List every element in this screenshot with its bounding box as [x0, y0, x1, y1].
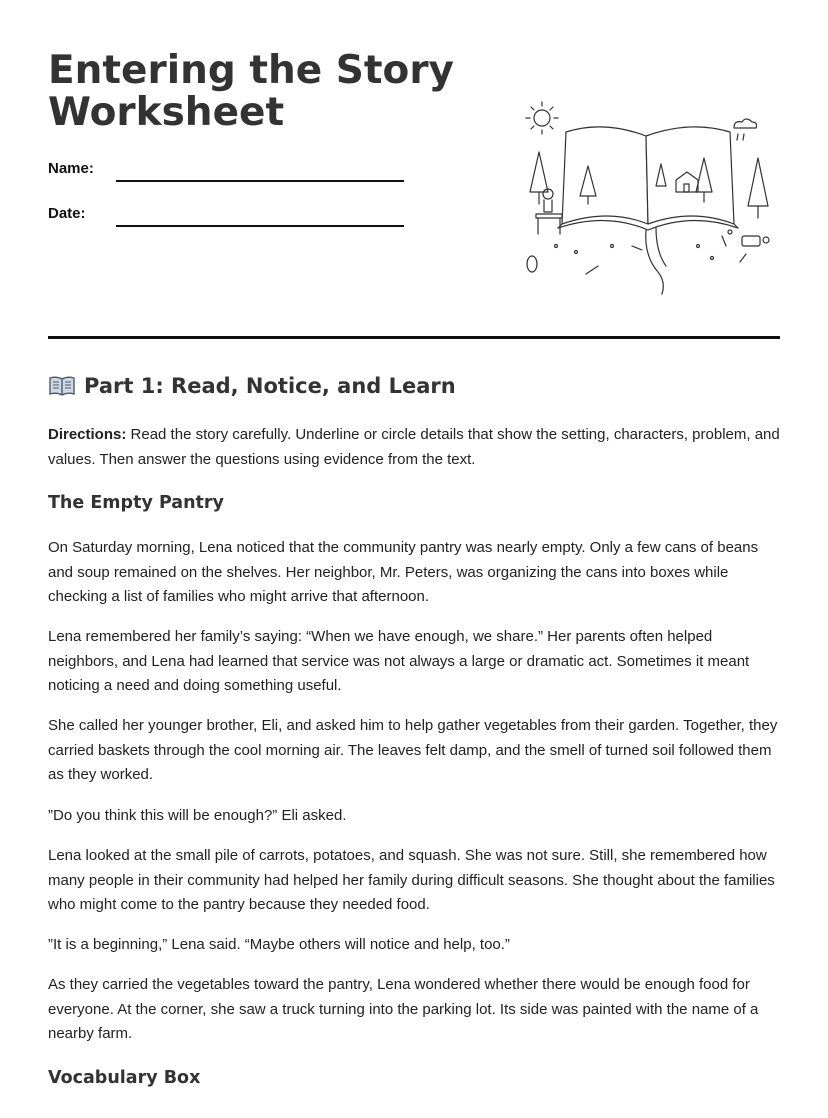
story-paragraph: On Saturday morning, Lena noticed that the community pantry was nearly empty. Only a few cans of beans and soup remained on the shelves. Her neighbor, Mr. Peters, was organizing the cans into boxes while checking a list of families who might arrive that afternoon.	[48, 539, 759, 605]
story-title: The Empty Pantry	[48, 493, 224, 513]
directions-label: Directions:	[48, 426, 127, 443]
vocabulary-heading: Vocabulary Box	[48, 1068, 201, 1088]
story-paragraph: ”It is a beginning,” Lena said. “Maybe others will notice and help, too.”	[48, 936, 510, 953]
date-blank-line[interactable]	[116, 225, 404, 227]
directions-text	[48, 423, 780, 472]
sun-icon	[526, 102, 558, 134]
title-line-1: Entering the Story	[48, 48, 454, 93]
part-1-heading	[48, 374, 456, 398]
title-line-2: Worksheet	[48, 90, 285, 135]
story-paragraph: She called her younger brother, Eli, and asked him to help gather vegetables from their garden. Together, they carried baskets through the cool morning air. The leaves felt damp, and the smell of turned soil followed them as they worked.	[48, 717, 778, 783]
part-1-heading-text: Part 1: Read, Notice, and Learn	[84, 374, 456, 398]
name-label: Name:	[48, 160, 94, 177]
worksheet-title	[48, 50, 468, 134]
directions-body: Read the story carefully. Underline or circle details that show the setting, characters, problem, and values. Then answer the questions using evidence from the text.	[48, 426, 780, 468]
story-paragraph: Lena remembered her family’s saying: “When we have enough, we share.” Her parents often helped neighbors, and Lena had learned that service was not always a large or dramatic act. Sometimes it meant noticing a need and doing something useful.	[48, 628, 750, 694]
date-label: Date:	[48, 205, 86, 222]
story-paragraph: ”Do you think this will be enough?” Eli asked.	[48, 807, 347, 824]
story-paragraph: As they carried the vegetables toward the pantry, Lena wondered whether there would be enough food for everyone. At the corner, she saw a truck turning into the parking lot. Its side was painted with the name of a nearby farm.	[48, 976, 759, 1042]
story-paragraph: Lena looked at the small pile of carrots, potatoes, and squash. She was not sure. Still, she remembered how many people in their community had helped her family during difficult seasons. She thought about the families who might come to the pantry because they needed food.	[48, 847, 775, 913]
section-divider	[48, 336, 780, 339]
open-book-illustration	[516, 96, 786, 296]
name-blank-line[interactable]	[116, 180, 404, 182]
open-book-icon	[48, 375, 76, 397]
